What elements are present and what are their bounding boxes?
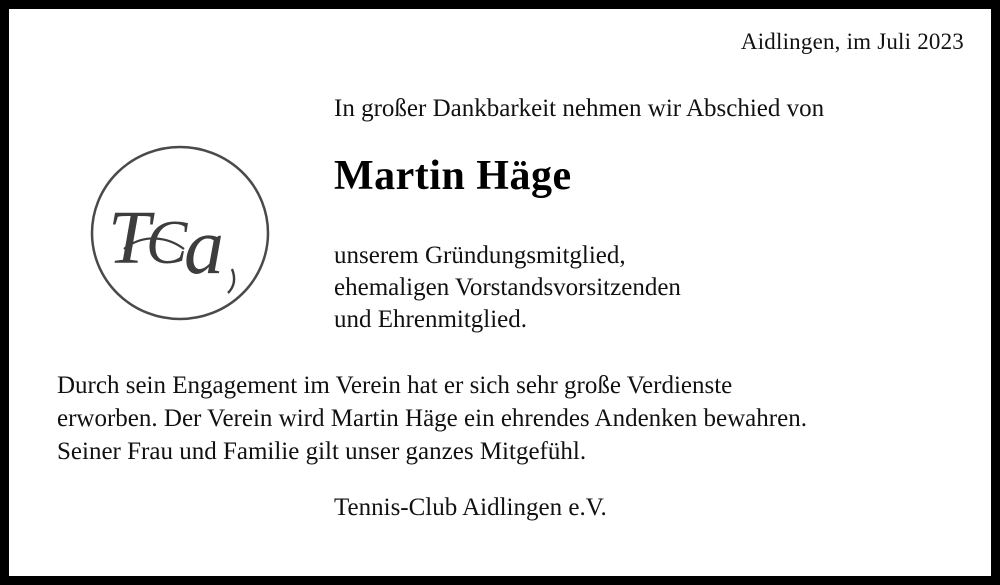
role-line-1: unserem Gründungsmitglied, (334, 242, 626, 269)
club-signature: Tennis-Club Aidlingen e.V. (334, 494, 607, 521)
role-line-3: und Ehrenmitglied. (334, 306, 528, 333)
tribute-line-3: Seiner Frau und Familie gilt unser ganzes Mitgefühl. (57, 438, 587, 465)
tca-monogram-logo (84, 137, 276, 329)
dateline: Aidlingen, im Juli 2023 (740, 29, 964, 54)
role-line-2: ehemaligen Vorstandsvorsitzenden (334, 274, 681, 301)
tribute-line-2: erworben. Der Verein wird Martin Häge ein ehrendes Andenken bewahren. (57, 405, 807, 432)
svg-text:C: C (146, 209, 188, 277)
roles-block (334, 240, 681, 336)
tribute-line-1: Durch sein Engagement im Verein hat er sich sehr große Verdienste (57, 372, 733, 399)
svg-text:a: a (184, 203, 224, 291)
svg-text:T: T (108, 196, 151, 280)
tribute-paragraph (57, 369, 957, 468)
intro-line: In großer Dankbarkeit nehmen wir Abschied von (334, 95, 825, 122)
deceased-name: Martin Häge (334, 153, 572, 199)
notice-content-area (9, 9, 991, 576)
